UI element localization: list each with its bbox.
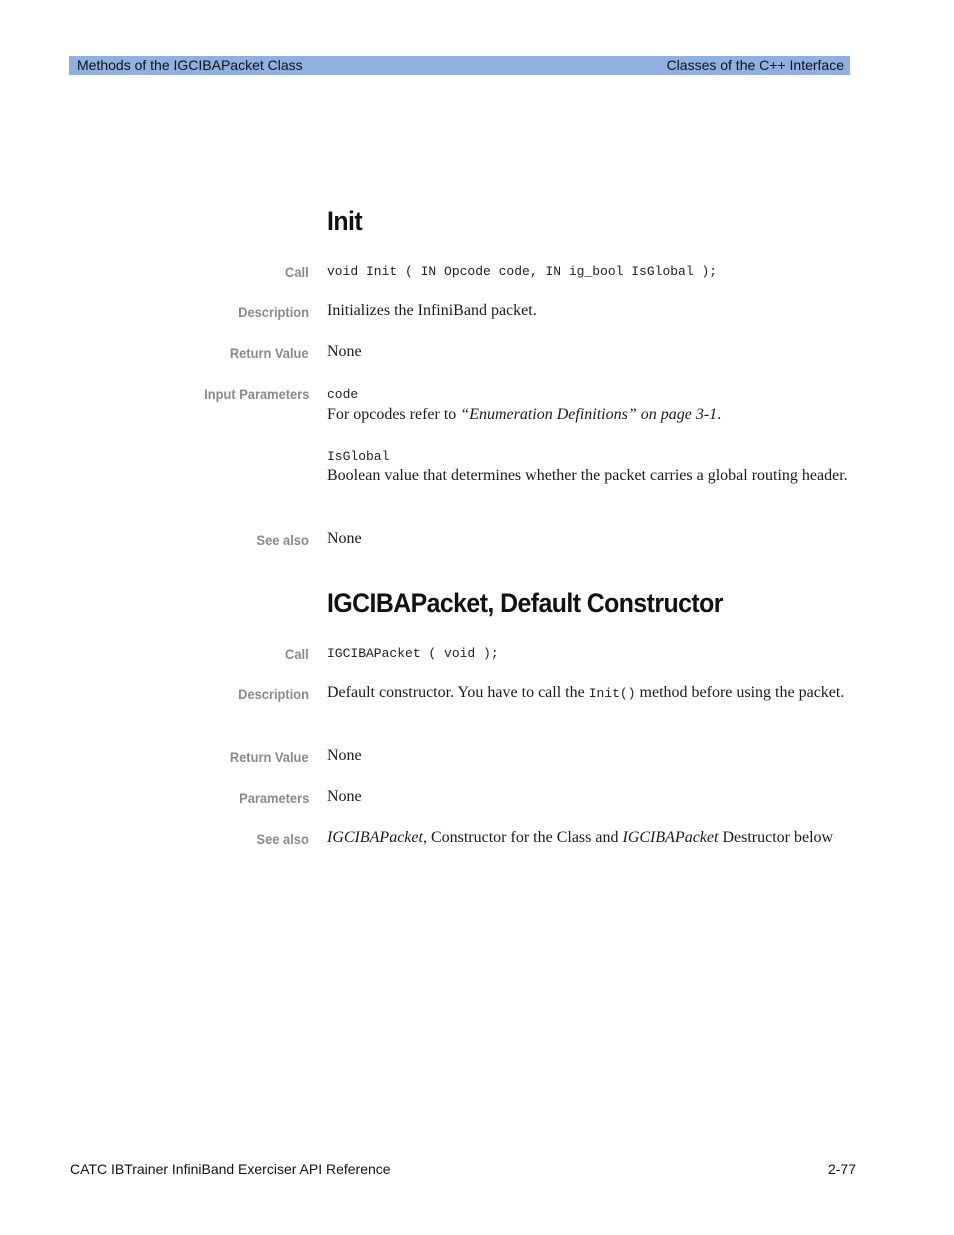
inline-code: Init() bbox=[588, 686, 636, 701]
param-desc-isglobal: Boolean value that determines whether the packet carries a global routing header. bbox=[327, 467, 848, 484]
section-title-default-constructor: IGCIBAPacket, Default Constructor bbox=[327, 588, 723, 618]
call-signature: void Init ( IN Opcode code, IN ig_bool IsGlobal ); bbox=[327, 264, 718, 279]
header-section-title: Classes of the C++ Interface bbox=[666, 57, 844, 73]
description-text: Initializes the InfiniBand packet. bbox=[327, 302, 537, 319]
return-value-label: Return Value bbox=[230, 345, 309, 361]
see-also-text: None bbox=[327, 530, 362, 547]
param-desc-punct: . bbox=[717, 406, 722, 423]
footer-document-title: CATC IBTrainer InfiniBand Exerciser API Reference bbox=[70, 1161, 391, 1177]
param-desc-code bbox=[327, 404, 852, 426]
see-also-text bbox=[327, 827, 852, 849]
description-part: method before using the packet. bbox=[635, 684, 845, 701]
running-header bbox=[69, 56, 850, 75]
description-text bbox=[327, 682, 852, 705]
cross-reference-link[interactable]: IGCIBAPacket bbox=[327, 829, 423, 846]
param-name-isglobal: IsGlobal bbox=[327, 449, 390, 464]
cross-reference-link[interactable]: IGCIBAPacket bbox=[622, 829, 719, 846]
header-chapter-title: Methods of the IGCIBAPacket Class bbox=[77, 57, 303, 73]
cross-reference-link[interactable]: “Enumeration Definitions” on page 3-1 bbox=[460, 406, 718, 423]
call-label: Call bbox=[285, 264, 309, 280]
see-also-label: See also bbox=[256, 532, 309, 548]
param-desc-text: For opcodes refer to bbox=[327, 406, 461, 423]
see-also-part: , Constructor for the Class and bbox=[422, 829, 623, 846]
parameters-label: Parameters bbox=[238, 790, 309, 806]
param-name-code: code bbox=[327, 387, 359, 402]
parameters-text: None bbox=[327, 788, 362, 805]
section-title-init: Init bbox=[327, 206, 363, 236]
return-value-label: Return Value bbox=[230, 749, 309, 765]
call-label: Call bbox=[285, 646, 309, 662]
call-signature: IGCIBAPacket ( void ); bbox=[327, 646, 499, 661]
see-also-label: See also bbox=[256, 831, 309, 847]
see-also-part: Destructor below bbox=[718, 829, 834, 846]
footer-page-number: 2-77 bbox=[827, 1161, 856, 1177]
description-part: Default constructor. You have to call the bbox=[327, 684, 589, 701]
return-value-text: None bbox=[327, 747, 362, 764]
input-parameters-label: Input Parameters bbox=[203, 386, 309, 402]
return-value-text: None bbox=[327, 343, 362, 360]
description-label: Description bbox=[238, 686, 309, 702]
description-label: Description bbox=[238, 304, 309, 320]
